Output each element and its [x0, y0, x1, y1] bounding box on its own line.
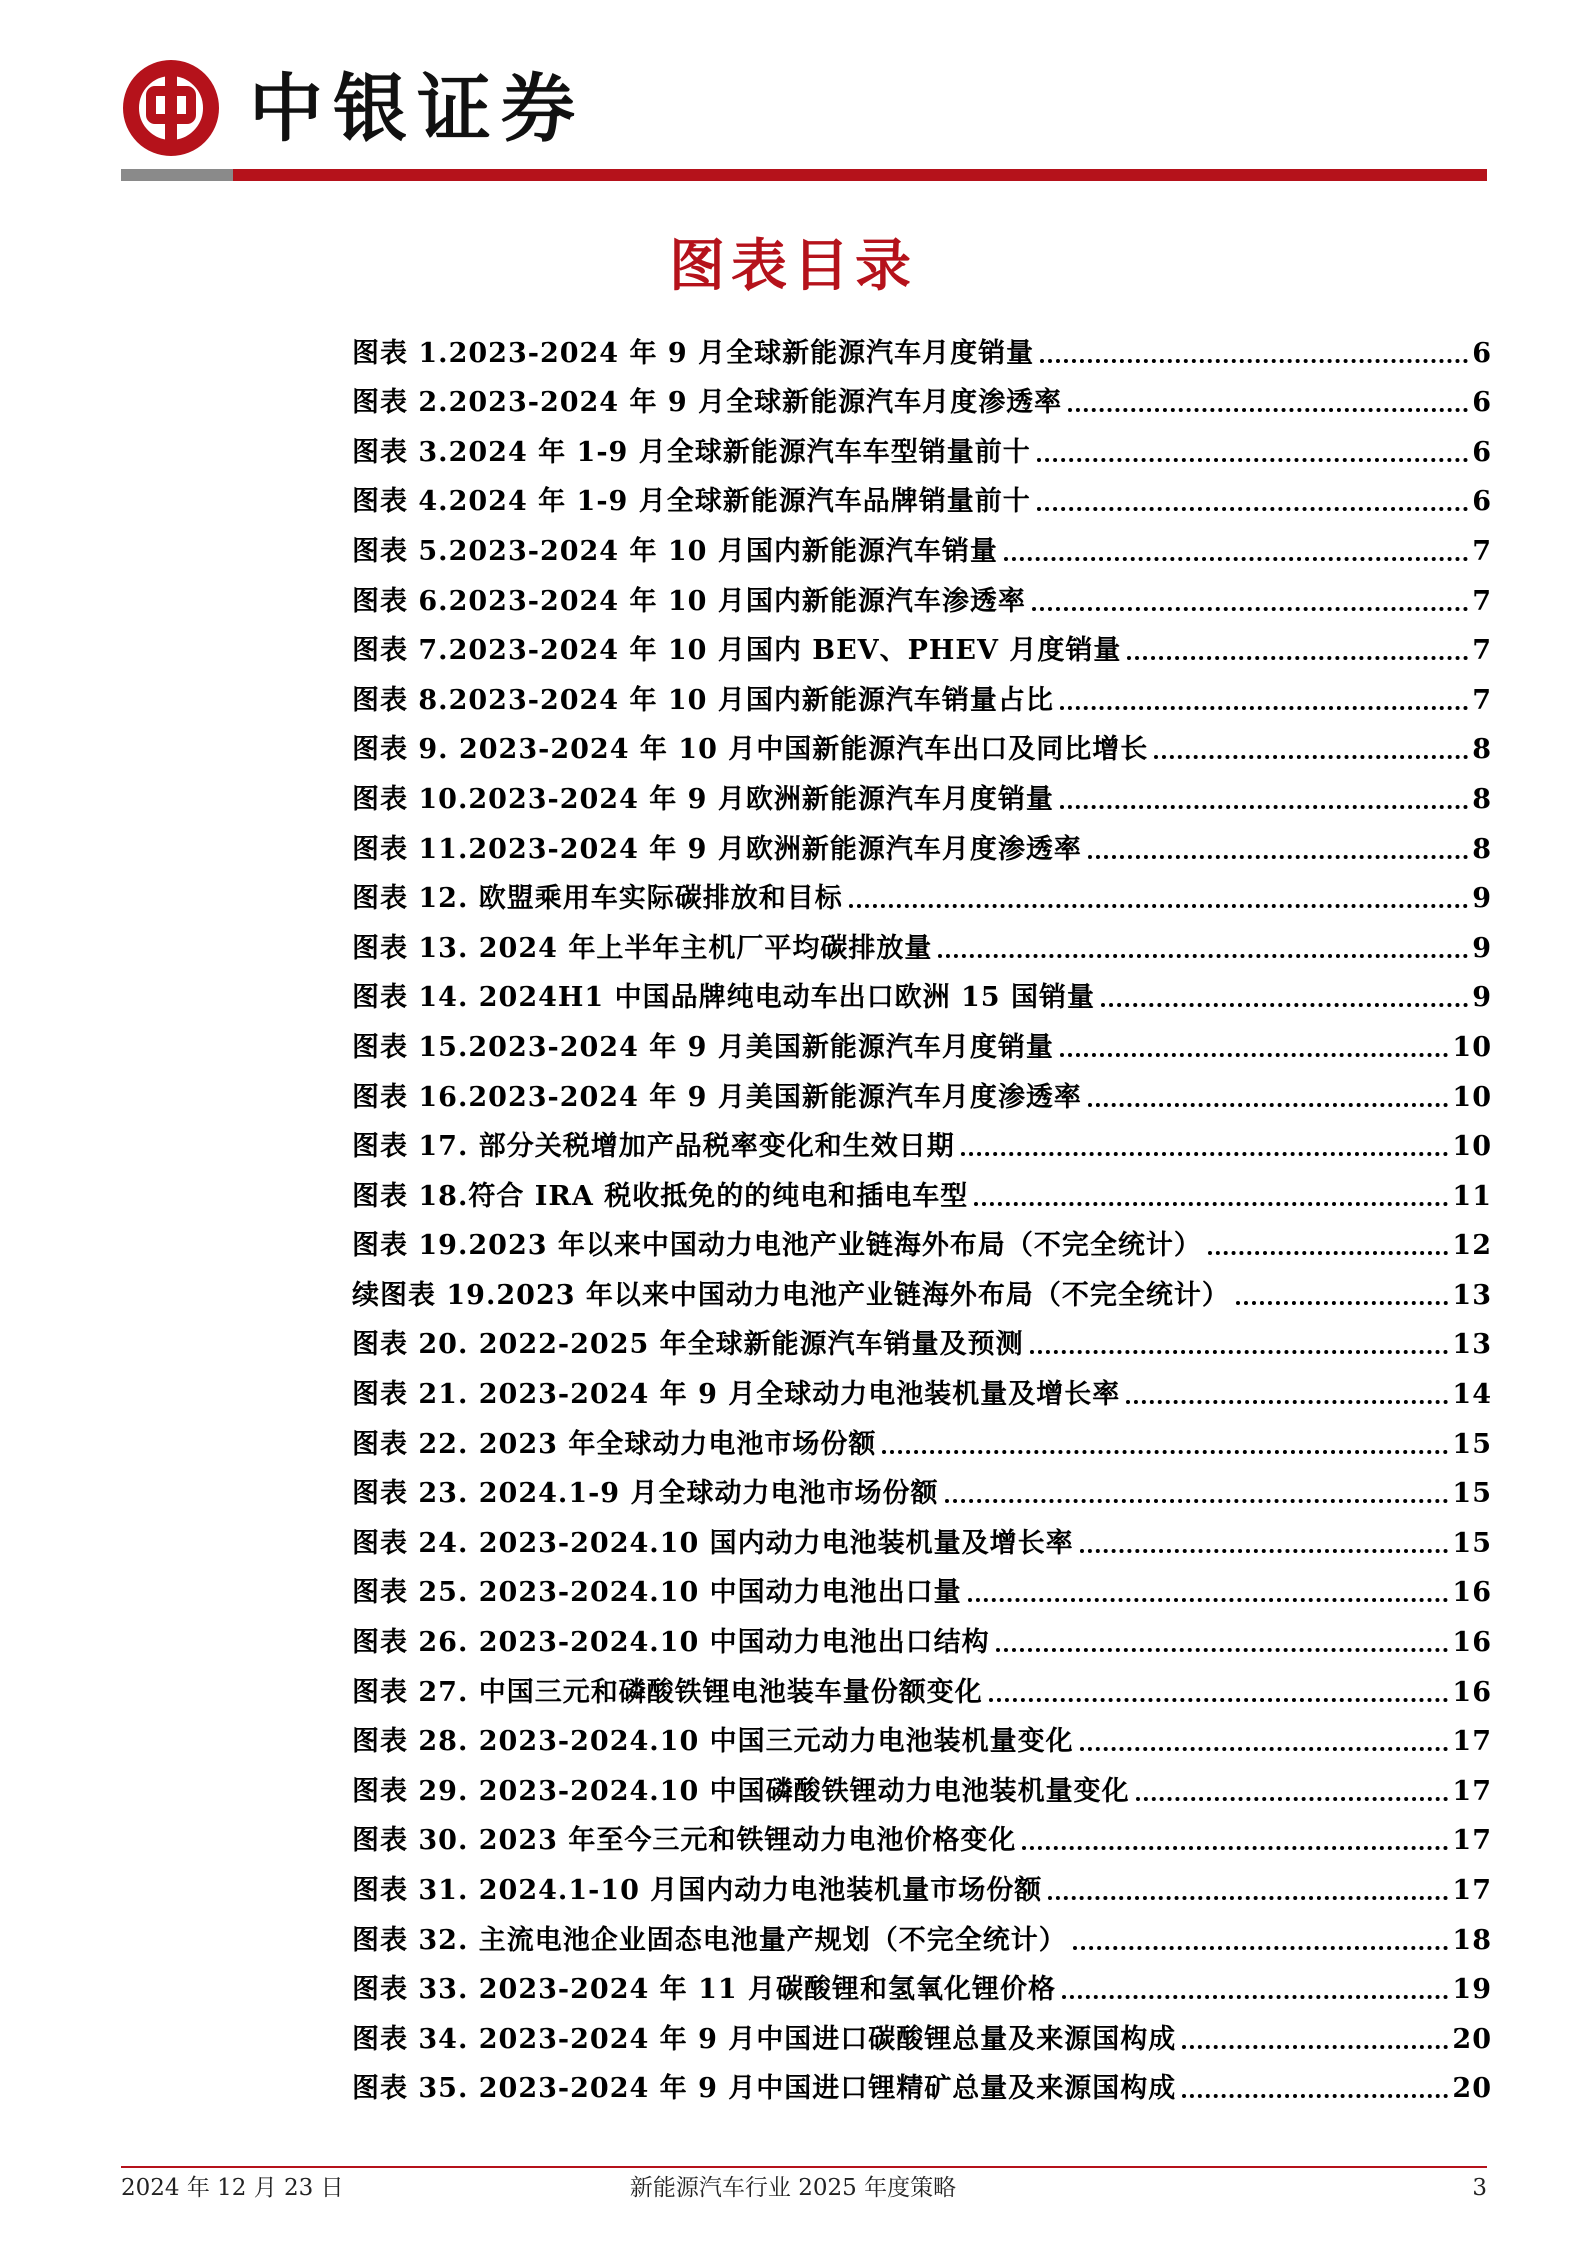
toc-entry-label[interactable]: 图表 24. 2023-2024.10 国内动力电池装机量及增长率: [352, 1527, 1074, 1559]
toc-dot-leader: [1040, 359, 1468, 363]
toc-entry-page[interactable]: 16: [1452, 1676, 1492, 1708]
toc-entry-label[interactable]: 图表 29. 2023-2024.10 中国磷酸铁锂动力电池装机量变化: [352, 1775, 1130, 1807]
footer-page-number: 3: [1472, 2175, 1487, 2201]
toc-dot-leader: [1037, 458, 1468, 462]
toc-dot-leader: [1088, 1103, 1449, 1107]
footer-rule: [121, 2166, 1487, 2168]
page-title: 图表目录: [669, 233, 917, 299]
toc-entry-page[interactable]: 15: [1452, 1478, 1492, 1510]
toc-entry-page[interactable]: 20: [1452, 2073, 1492, 2105]
toc-dot-leader: [1022, 1846, 1448, 1850]
toc-entry-page[interactable]: 15: [1452, 1428, 1492, 1460]
toc-entry[interactable]: [352, 1016, 1492, 1066]
toc-entry-page[interactable]: 18: [1452, 1924, 1492, 1956]
toc-entry-label[interactable]: 图表 31. 2024.1-10 月国内动力电池装机量市场份额: [352, 1875, 1043, 1906]
toc-entry[interactable]: [352, 669, 1492, 719]
toc-entry-page[interactable]: 8: [1472, 783, 1492, 815]
toc-entry[interactable]: [352, 1066, 1492, 1116]
toc-entry-page[interactable]: 7: [1472, 635, 1492, 667]
toc-entry-label[interactable]: 图表 7.2023-2024 年 10 月国内 BEV、PHEV 月度销量: [352, 635, 1122, 667]
toc-entry-label[interactable]: 图表 30. 2023 年至今三元和铁锂动力电池价格变化: [352, 1825, 1017, 1857]
toc-entry[interactable]: [352, 1512, 1492, 1562]
toc-dot-leader: [1068, 408, 1468, 412]
toc-dot-leader: [1080, 1549, 1449, 1553]
toc-dot-leader: [1127, 656, 1468, 660]
toc-dot-leader: [1154, 755, 1468, 759]
toc-dot-leader: [1182, 2094, 1448, 2098]
toc-entry-label[interactable]: 图表 13. 2024 年上半年主机厂平均碳排放量: [352, 932, 933, 964]
toc-entry-label[interactable]: 图表 22. 2023 年全球动力电池市场份额: [352, 1428, 877, 1460]
toc-entry[interactable]: [352, 421, 1492, 471]
toc-entry-page[interactable]: 8: [1472, 833, 1492, 865]
toc-entry-page[interactable]: 6: [1472, 337, 1492, 369]
toc-entry-page[interactable]: 10: [1452, 1031, 1492, 1063]
toc-entry[interactable]: [352, 1959, 1492, 2009]
toc-entry-label[interactable]: 图表 9. 2023-2024 年 10 月中国新能源汽车出口及同比增长: [352, 734, 1149, 766]
toc-entry-page[interactable]: 10: [1452, 1081, 1492, 1113]
toc-entry-page[interactable]: 11: [1452, 1180, 1492, 1212]
toc-entry-page[interactable]: 14: [1452, 1379, 1492, 1411]
toc-entry-page[interactable]: 7: [1472, 585, 1492, 617]
toc-dot-leader: [1062, 1995, 1448, 1999]
toc-entry-page[interactable]: 17: [1452, 1775, 1492, 1807]
toc-entry-page[interactable]: 16: [1452, 1627, 1492, 1659]
toc-entry[interactable]: [352, 1264, 1492, 1314]
toc-entry[interactable]: [352, 1165, 1492, 1215]
toc-entry[interactable]: [352, 1116, 1492, 1166]
toc-entry-label[interactable]: 图表 2.2023-2024 年 9 月全球新能源汽车月度渗透率: [352, 387, 1063, 419]
toc-entry[interactable]: [352, 322, 1492, 372]
toc-entry[interactable]: [352, 1562, 1492, 1612]
toc-entry-label[interactable]: 图表 26. 2023-2024.10 中国动力电池出口结构: [352, 1627, 990, 1659]
footer-report-title: 新能源汽车行业 2025 年度策略: [629, 2175, 957, 2201]
toc-entry-label[interactable]: 图表 3.2024 年 1-9 月全球新能源汽车车型销量前十: [352, 436, 1031, 468]
toc-entry-page[interactable]: 9: [1472, 932, 1492, 964]
toc-entry[interactable]: [352, 1413, 1492, 1463]
toc-dot-leader: [1060, 1053, 1449, 1057]
toc-entry-label[interactable]: 图表 1.2023-2024 年 9 月全球新能源汽车月度销量: [352, 337, 1035, 369]
toc-dot-leader: [1136, 1797, 1449, 1801]
toc-dot-leader: [1060, 706, 1468, 710]
toc-entry[interactable]: [352, 1810, 1492, 1860]
toc-entry-page[interactable]: 8: [1472, 734, 1492, 766]
toc-dot-leader: [1048, 1896, 1448, 1900]
toc-dot-leader: [1060, 805, 1468, 809]
toc-entry-label[interactable]: 图表 12. 欧盟乘用车实际碳排放和目标: [352, 883, 843, 915]
toc-entry[interactable]: [352, 719, 1492, 769]
toc-dot-leader: [849, 904, 1468, 908]
toc-entry-page[interactable]: 10: [1452, 1131, 1492, 1163]
toc-entry-page[interactable]: 20: [1452, 2023, 1492, 2055]
toc-entry-label[interactable]: 图表 27. 中国三元和磷酸铁锂电池装车量份额变化: [352, 1676, 983, 1708]
toc-entry-label[interactable]: 图表 15.2023-2024 年 9 月美国新能源汽车月度销量: [352, 1031, 1054, 1063]
toc-dot-leader: [1101, 1003, 1468, 1007]
toc-entry-label[interactable]: 图表 5.2023-2024 年 10 月国内新能源汽车销量: [352, 535, 998, 567]
toc-entry[interactable]: [352, 1859, 1492, 1909]
toc-entry[interactable]: [352, 768, 1492, 818]
toc-entry[interactable]: [352, 620, 1492, 670]
brand-name: 中银证券: [249, 66, 585, 152]
toc-entry-label[interactable]: 图表 23. 2024.1-9 月全球动力电池市场份额: [352, 1478, 939, 1510]
toc-entry-label[interactable]: 图表 18.符合 IRA 税收抵免的的纯电和插电车型: [352, 1180, 969, 1212]
toc-entry-page[interactable]: 12: [1452, 1230, 1492, 1262]
toc-dot-leader: [974, 1202, 1448, 1206]
toc-entry-label[interactable]: 图表 28. 2023-2024.10 中国三元动力电池装机量变化: [352, 1726, 1074, 1758]
toc-entry[interactable]: [352, 1215, 1492, 1265]
toc-dot-leader: [1037, 507, 1468, 511]
toc-entry-label[interactable]: 图表 33. 2023-2024 年 11 月碳酸锂和氢氧化锂价格: [352, 1974, 1057, 2006]
toc-dot-leader: [882, 1450, 1448, 1454]
toc-dot-leader: [938, 954, 1468, 958]
toc-entry[interactable]: [352, 570, 1492, 620]
toc-entry-label[interactable]: 图表 35. 2023-2024 年 9 月中国进口锂精矿总量及来源国构成: [352, 2073, 1177, 2105]
toc-entry-page[interactable]: 7: [1472, 535, 1492, 567]
toc-dot-leader: [1073, 1946, 1449, 1950]
toc-entry[interactable]: [352, 1611, 1492, 1661]
toc-entry-label[interactable]: 图表 16.2023-2024 年 9 月美国新能源汽车月度渗透率: [352, 1081, 1082, 1113]
toc-entry[interactable]: [352, 2008, 1492, 2058]
toc-entry[interactable]: [352, 1711, 1492, 1761]
toc-entry-label[interactable]: 图表 17. 部分关税增加产品税率变化和生效日期: [352, 1131, 955, 1163]
toc-entry[interactable]: [352, 1661, 1492, 1711]
toc-entry-page[interactable]: 13: [1452, 1279, 1492, 1311]
toc-entry[interactable]: [352, 2058, 1492, 2108]
toc-dot-leader: [1236, 1301, 1449, 1305]
toc-entry-page[interactable]: 13: [1452, 1329, 1492, 1361]
toc-entry-label[interactable]: 图表 6.2023-2024 年 10 月国内新能源汽车渗透率: [352, 585, 1026, 617]
toc-dot-leader: [1126, 1400, 1448, 1404]
table-of-figures: [352, 322, 1492, 2107]
toc-entry-label[interactable]: 图表 20. 2022-2025 年全球新能源汽车销量及预测: [352, 1329, 1024, 1361]
toc-entry-label[interactable]: 续图表 19.2023 年以来中国动力电池产业链海外布局（不完全统计）: [352, 1279, 1230, 1311]
toc-dot-leader: [996, 1648, 1449, 1652]
toc-entry-page[interactable]: 6: [1472, 387, 1492, 419]
bank-of-china-logo: [121, 58, 221, 158]
toc-entry[interactable]: [352, 1463, 1492, 1513]
toc-entry[interactable]: [352, 520, 1492, 570]
toc-entry-page[interactable]: 6: [1472, 436, 1492, 468]
toc-entry[interactable]: [352, 1363, 1492, 1413]
toc-entry[interactable]: [352, 1314, 1492, 1364]
toc-entry-page[interactable]: 17: [1452, 1875, 1492, 1906]
toc-dot-leader: [945, 1499, 1449, 1503]
toc-entry[interactable]: [352, 1760, 1492, 1810]
toc-entry[interactable]: [352, 967, 1492, 1017]
toc-entry[interactable]: [352, 818, 1492, 868]
toc-entry-page[interactable]: 7: [1472, 684, 1492, 716]
toc-entry-page[interactable]: 19: [1452, 1974, 1492, 2006]
toc-entry[interactable]: [352, 917, 1492, 967]
toc-dot-leader: [1032, 607, 1468, 611]
toc-dot-leader: [1088, 855, 1468, 859]
toc-entry-label[interactable]: 图表 21. 2023-2024 年 9 月全球动力电池装机量及增长率: [352, 1379, 1121, 1411]
toc-dot-leader: [961, 1152, 1449, 1156]
header-rule-red: [233, 169, 1487, 181]
footer-date: 2024 年 12 月 23 日: [121, 2175, 344, 2201]
toc-entry-page[interactable]: 15: [1452, 1527, 1492, 1559]
toc-dot-leader: [1080, 1747, 1449, 1751]
toc-entry-label[interactable]: 图表 34. 2023-2024 年 9 月中国进口碳酸锂总量及来源国构成: [352, 2023, 1177, 2055]
toc-dot-leader: [1208, 1251, 1449, 1255]
toc-dot-leader: [989, 1698, 1449, 1702]
toc-entry-label[interactable]: 图表 8.2023-2024 年 10 月国内新能源汽车销量占比: [352, 684, 1054, 716]
header-rule-grey: [121, 169, 233, 181]
toc-entry-label[interactable]: 图表 14. 2024H1 中国品牌纯电动车出口欧洲 15 国销量: [352, 982, 1095, 1014]
toc-entry-label[interactable]: 图表 32. 主流电池企业固态电池量产规划（不完全统计）: [352, 1924, 1067, 1956]
toc-entry-page[interactable]: 9: [1472, 982, 1492, 1014]
toc-entry-label[interactable]: 图表 25. 2023-2024.10 中国动力电池出口量: [352, 1577, 962, 1609]
toc-entry-page[interactable]: 9: [1472, 883, 1492, 915]
toc-dot-leader: [1030, 1350, 1449, 1354]
toc-entry-page[interactable]: 17: [1452, 1726, 1492, 1758]
toc-dot-leader: [968, 1598, 1449, 1602]
toc-dot-leader: [1182, 2045, 1448, 2049]
toc-entry-label[interactable]: 图表 11.2023-2024 年 9 月欧洲新能源汽车月度渗透率: [352, 833, 1082, 865]
toc-entry-page[interactable]: 6: [1472, 486, 1492, 518]
toc-entry[interactable]: [352, 1909, 1492, 1959]
header: [121, 58, 1487, 168]
toc-entry-label[interactable]: 图表 19.2023 年以来中国动力电池产业链海外布局（不完全统计）: [352, 1230, 1202, 1262]
toc-entry[interactable]: [352, 868, 1492, 918]
toc-dot-leader: [1004, 557, 1468, 561]
toc-entry[interactable]: [352, 471, 1492, 521]
toc-entry[interactable]: [352, 372, 1492, 422]
toc-entry-label[interactable]: 图表 10.2023-2024 年 9 月欧洲新能源汽车月度销量: [352, 783, 1054, 815]
toc-entry-page[interactable]: 16: [1452, 1577, 1492, 1609]
toc-entry-label[interactable]: 图表 4.2024 年 1-9 月全球新能源汽车品牌销量前十: [352, 486, 1031, 518]
toc-entry-page[interactable]: 17: [1452, 1825, 1492, 1857]
